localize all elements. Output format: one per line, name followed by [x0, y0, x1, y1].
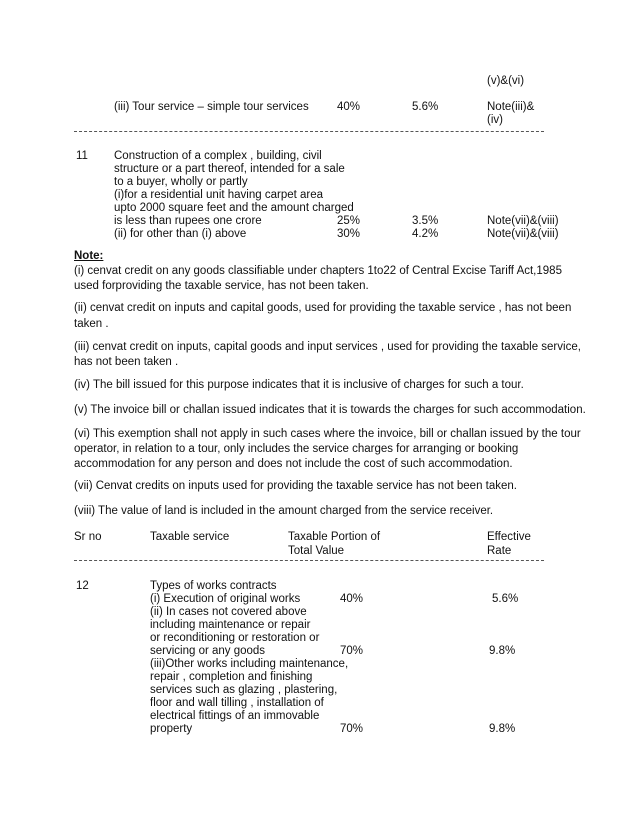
- note-text: used forproviding the taxable service, has not been taken.: [74, 280, 369, 292]
- item11-line: is less than rupees one crore: [114, 215, 262, 227]
- item11-row2-note: Note(vii)&(viii): [487, 228, 559, 240]
- item11-line: (i)for a residential unit having carpet area: [114, 189, 324, 201]
- divider: [74, 131, 544, 132]
- sr-number: 11: [76, 150, 88, 162]
- note-text: (v) The invoice bill or challan issued indicates that it is towards the charges for such accommodation.: [74, 404, 586, 416]
- item11-row2-taxable-value: 30%: [337, 228, 361, 240]
- note-text: operator, in relation to a tour, only includes the service charges for arranging or booking: [74, 443, 519, 455]
- item11-line: upto 2000 square feet and the amount charged: [114, 202, 354, 214]
- note-text: (viii) The value of land is included in the amount charged from the service receiver.: [74, 505, 494, 517]
- item12-line: services such as glazing , plastering,: [150, 684, 338, 696]
- sr-number: 12: [76, 580, 89, 592]
- item11-line: structure or a part thereof, intended for a sale: [114, 163, 345, 175]
- notes-heading: Note:: [74, 250, 104, 262]
- item11-row2-rate: 4.2%: [412, 228, 439, 240]
- item12-r1-taxable-value: 40%: [340, 593, 364, 605]
- item11-row1-note: Note(vii)&(viii): [487, 215, 559, 227]
- tour-effective-rate: 5.6%: [412, 101, 439, 113]
- col-header-sr: Sr no: [74, 531, 102, 543]
- note-text: taken .: [74, 318, 109, 330]
- tour-service-label: (iii) Tour service – simple tour services: [114, 101, 309, 113]
- item12-line: (iii)Other works including maintenance,: [150, 658, 349, 670]
- note-text: (i) cenvat credit on any goods classifiable under chapters 1to22 of Central Excise Tariff Act,1985: [74, 265, 562, 277]
- item12-line: Types of works contracts: [150, 580, 277, 592]
- col-header-service: Taxable service: [150, 531, 230, 543]
- item12-r2-rate: 9.8%: [489, 645, 516, 657]
- col-header-rate-2: Rate: [487, 545, 512, 557]
- item12-line: property: [150, 723, 193, 735]
- item11-row1-rate: 3.5%: [412, 215, 439, 227]
- col-header-rate: Effective: [487, 531, 531, 543]
- tour-taxable-value: 40%: [337, 101, 361, 113]
- item12-r3-rate: 9.8%: [489, 723, 516, 735]
- note-text: (iv) The bill issued for this purpose indicates that it is inclusive of charges for such a tour.: [74, 379, 524, 391]
- note-text: (vi) This exemption shall not apply in such cases where the invoice, bill or challan issued by the tour: [74, 428, 581, 440]
- item12-line: servicing or any goods: [150, 645, 266, 657]
- col-header-portion: Taxable Portion of: [288, 531, 381, 543]
- item11-line: to a buyer, wholly or partly: [114, 176, 248, 188]
- item11-line: (ii) for other than (i) above: [114, 228, 247, 240]
- item11-line: Construction of a complex , building, civil: [114, 150, 322, 162]
- tour-note-ref-1: Note(iii)&: [487, 101, 535, 113]
- item12-r1-rate: 5.6%: [492, 593, 519, 605]
- item12-line: repair , completion and finishing: [150, 671, 313, 683]
- tour-note-ref-2: (iv): [487, 114, 503, 126]
- note-text: has not been taken .: [74, 356, 179, 368]
- note-text: (vii) Cenvat credits on inputs used for providing the taxable service has not been taken.: [74, 480, 517, 492]
- note-ref-tail: (v)&(vi): [487, 75, 525, 87]
- item12-line: including maintenance or repair: [150, 619, 311, 631]
- item12-line: floor and wall tilling , installation of: [150, 697, 324, 709]
- note-text: accommodation for any person and does not include the cost of such accommodation.: [74, 458, 513, 470]
- item12-line: (ii) In cases not covered above: [150, 606, 307, 618]
- item12-line: or reconditioning or restoration or: [150, 632, 320, 644]
- item12-r3-taxable-value: 70%: [340, 723, 364, 735]
- note-text: (iii) cenvat credit on inputs, capital goods and input services , used for providing the taxable service,: [74, 341, 581, 353]
- col-header-portion-2: Total Value: [288, 545, 345, 557]
- item12-line: (i) Execution of original works: [150, 593, 301, 605]
- note-text: (ii) cenvat credit on inputs and capital goods, used for providing the taxable service , has not been: [74, 302, 572, 314]
- divider: [74, 560, 544, 561]
- item12-r2-taxable-value: 70%: [340, 645, 364, 657]
- item11-row1-taxable-value: 25%: [337, 215, 361, 227]
- item12-line: electrical fittings of an immovable: [150, 710, 320, 722]
